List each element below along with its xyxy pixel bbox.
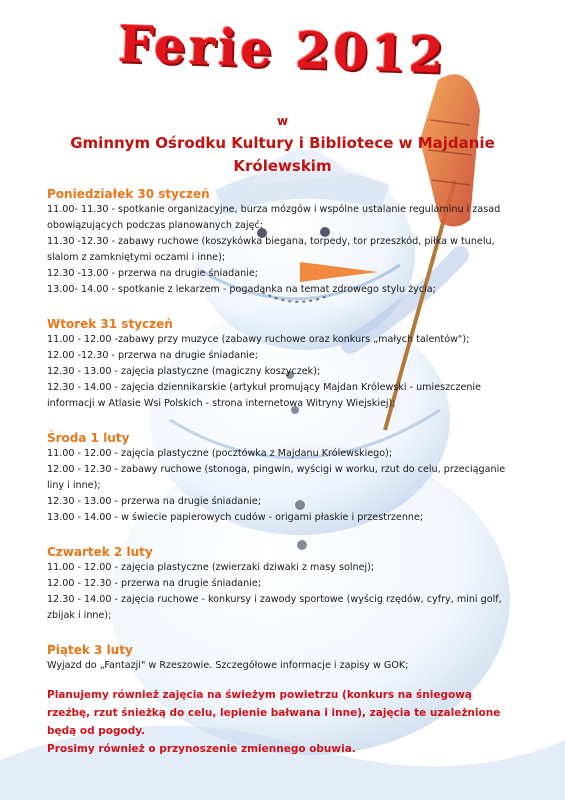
schedule-line: 11.00 - 12.00 -zabawy przy muzyce (zabawy ruchowe oraz konkurs „małych talentów");	[47, 334, 470, 345]
day-heading: Wtorek 31 styczeń	[47, 317, 173, 331]
day-tuesday	[47, 316, 517, 412]
schedule-line: 11.00 - 12.00 - zajęcia plastyczne (zwierzaki dziwaki z masy solnej);	[47, 562, 375, 573]
schedule-line: 12.30 - 13.00 - zajęcia plastyczne (magiczny koszyczek);	[47, 366, 321, 377]
day-thursday	[47, 544, 517, 624]
poster-title: Ferie 2012	[117, 14, 448, 85]
schedule-line: 12.00 - 12.30 - przerwa na drugie śniadanie;	[47, 578, 262, 589]
schedule-line: 12.30 - 13.00 - przerwa na drugie śniadanie;	[47, 496, 262, 507]
day-heading: Czwartek 2 luty	[47, 545, 153, 559]
schedule-line: 12.30 - 14.00 - zajęcia dziennikarskie (artykuł promujący Majdan Królewski - umieszczenie informacji w Atlasie Wsi Polskich - strona internetowa Witryny Wiejskiej);	[47, 382, 481, 409]
schedule-line: 12.00 -12.30 - przerwa na drugie śniadanie;	[47, 350, 258, 361]
footer-line-1: Planujemy również zajęcia na świeżym powietrzu (konkurs na śniegową rzeźbę, rzut śnieżką do celu, lepienie bałwana i inne), zajęcia te uzależnione będą od pogody.	[47, 689, 501, 737]
schedule-line: 11.00- 11.30 - spotkanie organizacyjne, burza mózgów i wspólne ustalanie regulaminu i zasad obowiązujących podczas planowanych zajęć;	[47, 204, 501, 231]
schedule-line: Wyjazd do „Fantazji" w Rzeszowie. Szczegółowe informacje i zapisy w GOK;	[47, 660, 409, 671]
schedule-line: 11.00 - 12.00 - zajęcia plastyczne (pocztówka z Majdanu Królewskiego);	[47, 448, 393, 459]
footer-note	[47, 686, 517, 758]
day-wednesday	[47, 430, 517, 526]
schedule-line: 13.00- 14.00 - spotkanie z lekarzem - pogadanka na temat zdrowego stylu życia;	[47, 284, 436, 295]
subtitle-w: w	[276, 114, 289, 128]
schedule-line: 12.00 - 12.30 - zabawy ruchowe (stonoga, pingwin, wyścigi w worku, rzut do celu, przeciąganie liny i inne);	[47, 464, 506, 491]
day-heading: Poniedziałek 30 styczeń	[47, 187, 210, 201]
organization-line-2: Królewskim	[233, 157, 332, 175]
day-heading: Piątek 3 luty	[47, 643, 133, 657]
day-friday	[47, 642, 517, 674]
day-monday	[47, 186, 517, 298]
organization-line-1: Gminnym Ośrodku Kultury i Bibliotece w Majdanie	[70, 134, 495, 152]
schedule-line: 12.30 - 14.00 - zajęcia ruchowe - konkursy i zawody sportowe (wyścig rzędów, cyfry, mini golf, zbijak i inne);	[47, 594, 502, 621]
schedule-line: 11.30 -12.30 - zabawy ruchowe (koszykówka biegana, torpedy, tor przeszkód, piłka w tunelu, slalom z zamkniętymi oczami i inne);	[47, 236, 495, 263]
day-heading: Środa 1 luty	[47, 431, 130, 445]
footer-line-2: Prosimy również o przynoszenie zmiennego obuwia.	[47, 743, 356, 755]
schedule-line: 12.30 -13.00 - przerwa na drugie śniadanie;	[47, 268, 258, 279]
schedule-line: 13.00 - 14.00 - w świecie papierowych cudów - origami płaskie i przestrzenne;	[47, 512, 424, 523]
